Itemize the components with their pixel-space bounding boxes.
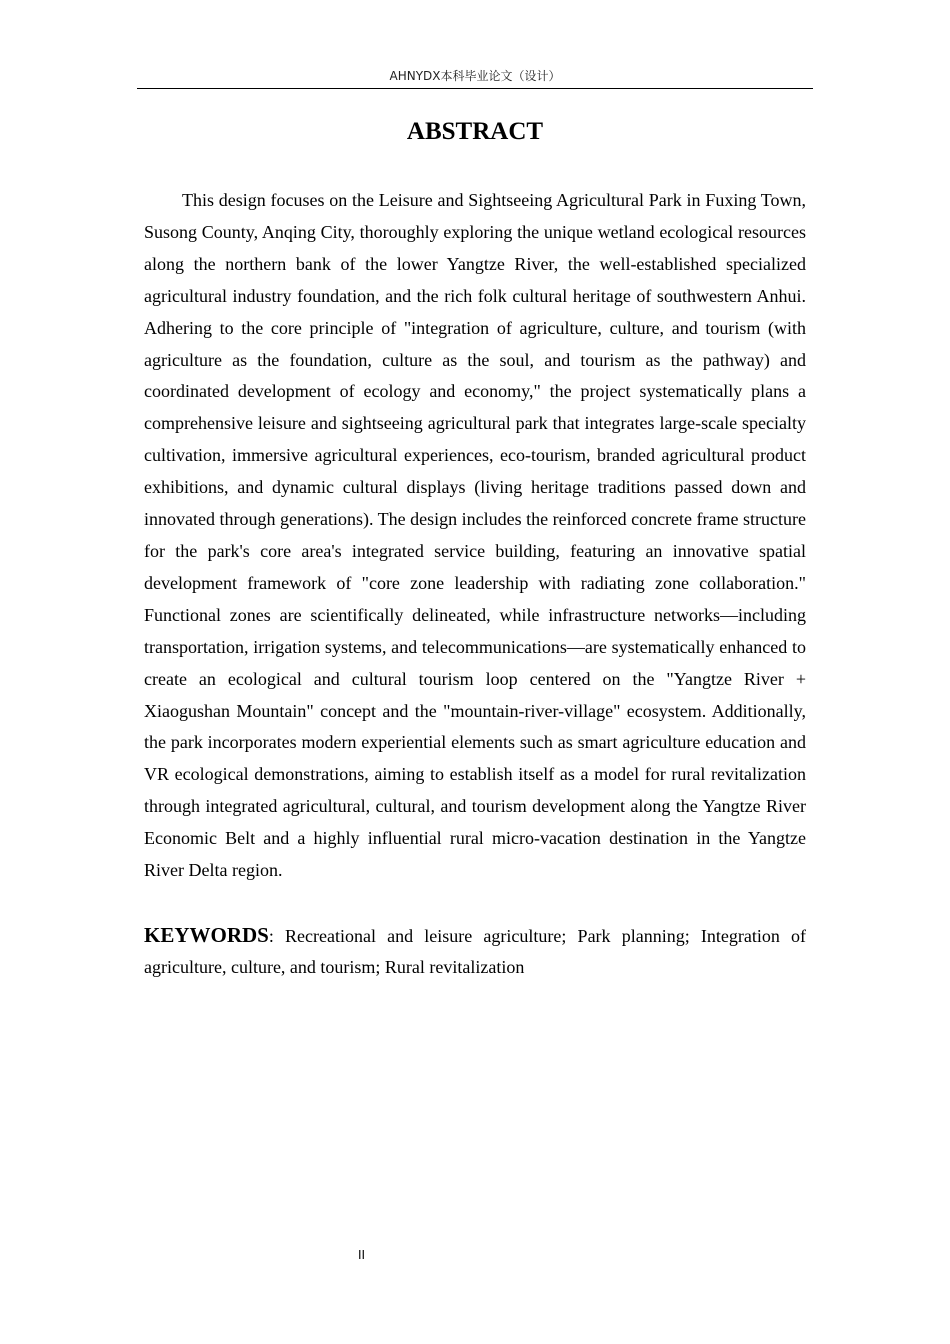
keywords-separator: : <box>268 926 286 946</box>
running-header <box>137 66 813 89</box>
abstract-title: ABSTRACT <box>406 118 544 145</box>
running-header-title: AHNYDX本科毕业论文（设计） <box>389 69 561 83</box>
abstract-body: This design focuses on the Leisure and Sightseeing Agricultural Park in Fuxing Town, Susong County, Anqing City, thoroughly exploring the unique wetland ecological resources along the northern bank of the lower Yangtze River, the well-established specialized agricultural industry foundation, and the rich folk cultural heritage of southwestern Anhui. Adhering to the core principle of "integration of agriculture, culture, and tourism (with agriculture as the foundation, culture as the soul, and tourism as the pathway) and coordinated development of ecology and economy," the project systematically plans a comprehensive leisure and sightseeing agricultural park that integrates large-scale specialty cultivation, immersive agricultural experiences, eco-tourism, branded agricultural product exhibitions, and dynamic cultural displays (living heritage traditions passed down and innovated through generations). The design includes the reinforced concrete frame structure for the park's core area's integrated service building, featuring an innovative spatial development framework of "core zone leadership with radiating zone collaboration." Functional zones are scientifically delineated, while infrastructure networks—including transportation, irrigation systems, and telecommunications—are systematically enhanced to create an ecological and cultural tourism loop centered on the "Yangtze River + Xiaogushan Mountain" concept and the "mountain-river-village" ecosystem. Additionally, the park incorporates modern experiential elements such as smart agriculture education and VR ecological demonstrations, aiming to establish itself as a model for rural revitalization through integrated agricultural, cultural, and tourism development along the Yangtze River Economic Belt and a highly influential rural micro-vacation destination in the Yangtze River Delta region. <box>144 190 806 881</box>
keywords-label: KEYWORDS <box>144 923 269 947</box>
keywords-paragraph <box>144 920 806 983</box>
page-number: II <box>358 1248 366 1262</box>
keywords-text: Recreational and leisure agriculture; Park planning; Integration of agriculture, culture, and tourism; Rural revitalization <box>144 926 806 977</box>
